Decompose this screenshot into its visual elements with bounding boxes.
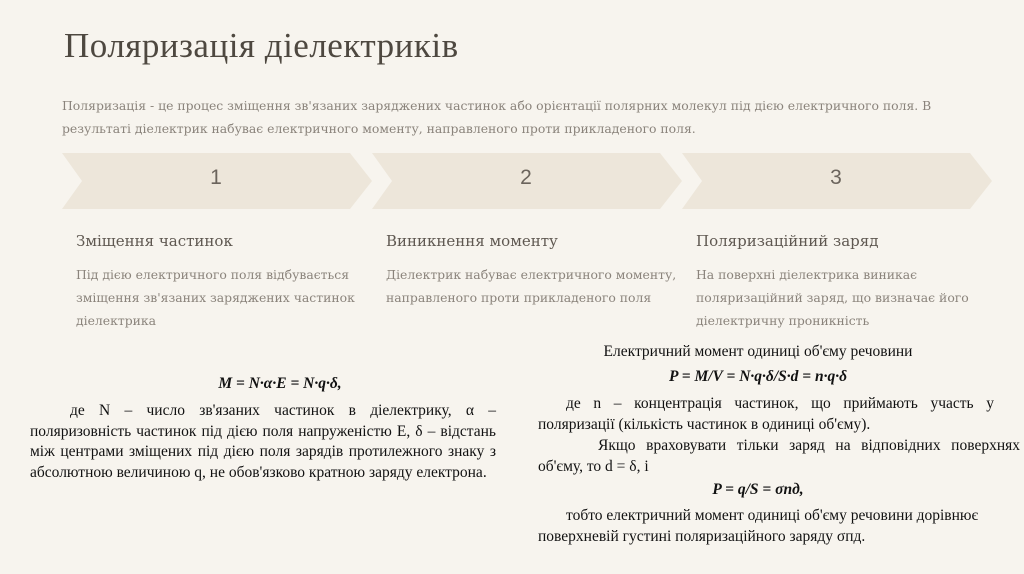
- page-title: Поляризація діелектриків: [64, 26, 459, 65]
- step-title: Поляризаційний заряд: [696, 232, 879, 250]
- step-number: 3: [830, 166, 842, 189]
- moment-explanation: де N – число зв'язаних частинок в діелектрику, α – поляризовність частинок під дією поля напруженістю E, δ – відстань між центрами зміщених під дією поля зарядів протилежного знаку з абсолютною величиною q, не обов'язково кратною заряду електрона.: [30, 402, 496, 481]
- step-title: Зміщення частинок: [76, 232, 233, 250]
- concentration-explanation: де n – концентрація частинок, що приймають участь у поляризації (кількість частинок в одиниці об'єму).: [538, 395, 994, 433]
- step-description: Діелектрик набуває електричного моменту, направленого проти прикладеного поля: [386, 267, 677, 305]
- conclusion-paragraph: тобто електричний момент одиниці об'єму речовини дорівнює поверхневій густині поляризаційного заряду σпд.: [538, 507, 979, 545]
- step-number: 2: [520, 166, 532, 189]
- formula-polarization: P = M/V = N·q·δ/S·d = n·q·δ: [668, 368, 848, 385]
- intro-paragraph: Поляризація - це процес зміщення зв'язаних заряджених частинок або орієнтації полярних молекул під дією електричного поля. В результаті діелектрик набуває електричного моменту, направленого проти прикладеного поля.: [62, 98, 932, 136]
- surface-charge-condition: Якщо враховувати тільки заряд на відповідних поверхнях об'єму, то d = δ, і: [538, 437, 1020, 475]
- step-title: Виникнення моменту: [386, 232, 558, 250]
- step-description: Під дією електричного поля відбувається зміщення зв'язаних заряджених частинок діелектрика: [76, 267, 355, 328]
- polarization-heading: Електричний момент одиниці об'єму речовини: [603, 343, 913, 360]
- step-description: На поверхні діелектрика виникає поляризаційний заряд, що визначає його діелектричну проникність: [696, 267, 969, 328]
- formula-moment: M = N·α·E = N·q·δ,: [218, 375, 342, 392]
- step-number: 1: [210, 166, 222, 189]
- formula-surface-density: P = q/S = σпд,: [712, 481, 804, 498]
